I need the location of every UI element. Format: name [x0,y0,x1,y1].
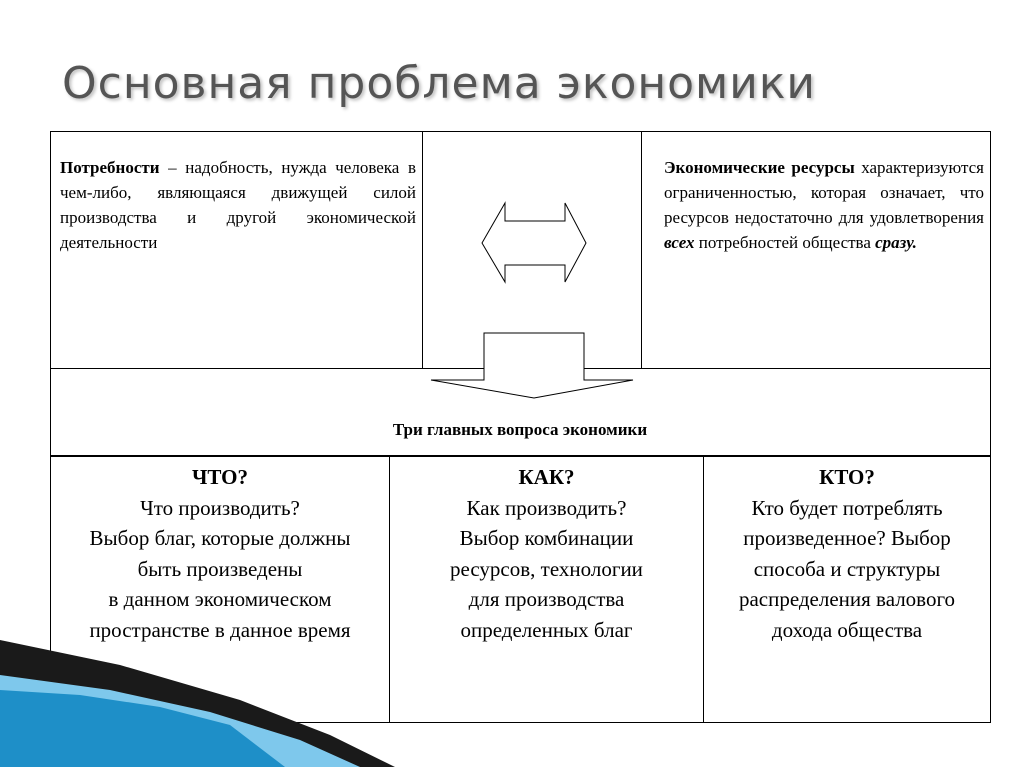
question-line: распределения валового [738,587,956,611]
question-line: дохода общества [771,617,923,642]
question-line: определенных благ [460,617,633,642]
question-line: Что производить? [140,495,300,520]
question-line: произведенное? Выбор [743,526,951,550]
question-heading: КТО? [819,465,875,489]
question-line: ресурсов, технологии [450,556,643,581]
question-line: Как производить? [466,495,627,520]
resources-emph-once: сразу. [875,233,917,252]
question-heading: КАК? [518,465,575,489]
resources-emph-all: всех [664,233,695,252]
page-title: Основная проблема экономики [62,58,817,109]
resources-text: характеризуются ограниченностью, которая означает, что ресурсов недостаточно для удовлетворения [664,158,984,227]
question-line: Выбор благ, которые должны [89,526,351,550]
resources-text-tail: потребностей общества [698,233,871,252]
resources-term: Экономические ресурсы [664,158,855,177]
three-questions-heading: Три главных вопроса экономики [392,420,648,439]
needs-term: Потребности [60,158,160,177]
question-line: способа и структуры [753,556,941,581]
question-line: пространстве в данное время [89,617,351,642]
question-line: Кто будет потреблять [751,495,943,520]
question-line: в данном экономическом [108,587,332,611]
question-line: Выбор комбинации [459,526,634,550]
question-line: для производства [468,587,625,611]
question-heading: ЧТО? [192,465,248,489]
needs-text: – надобность, нужда человека в чем-либо, являющаяся движущей силой производства и другой экономической деятельности [60,158,416,252]
question-line: быть произведены [137,556,303,581]
